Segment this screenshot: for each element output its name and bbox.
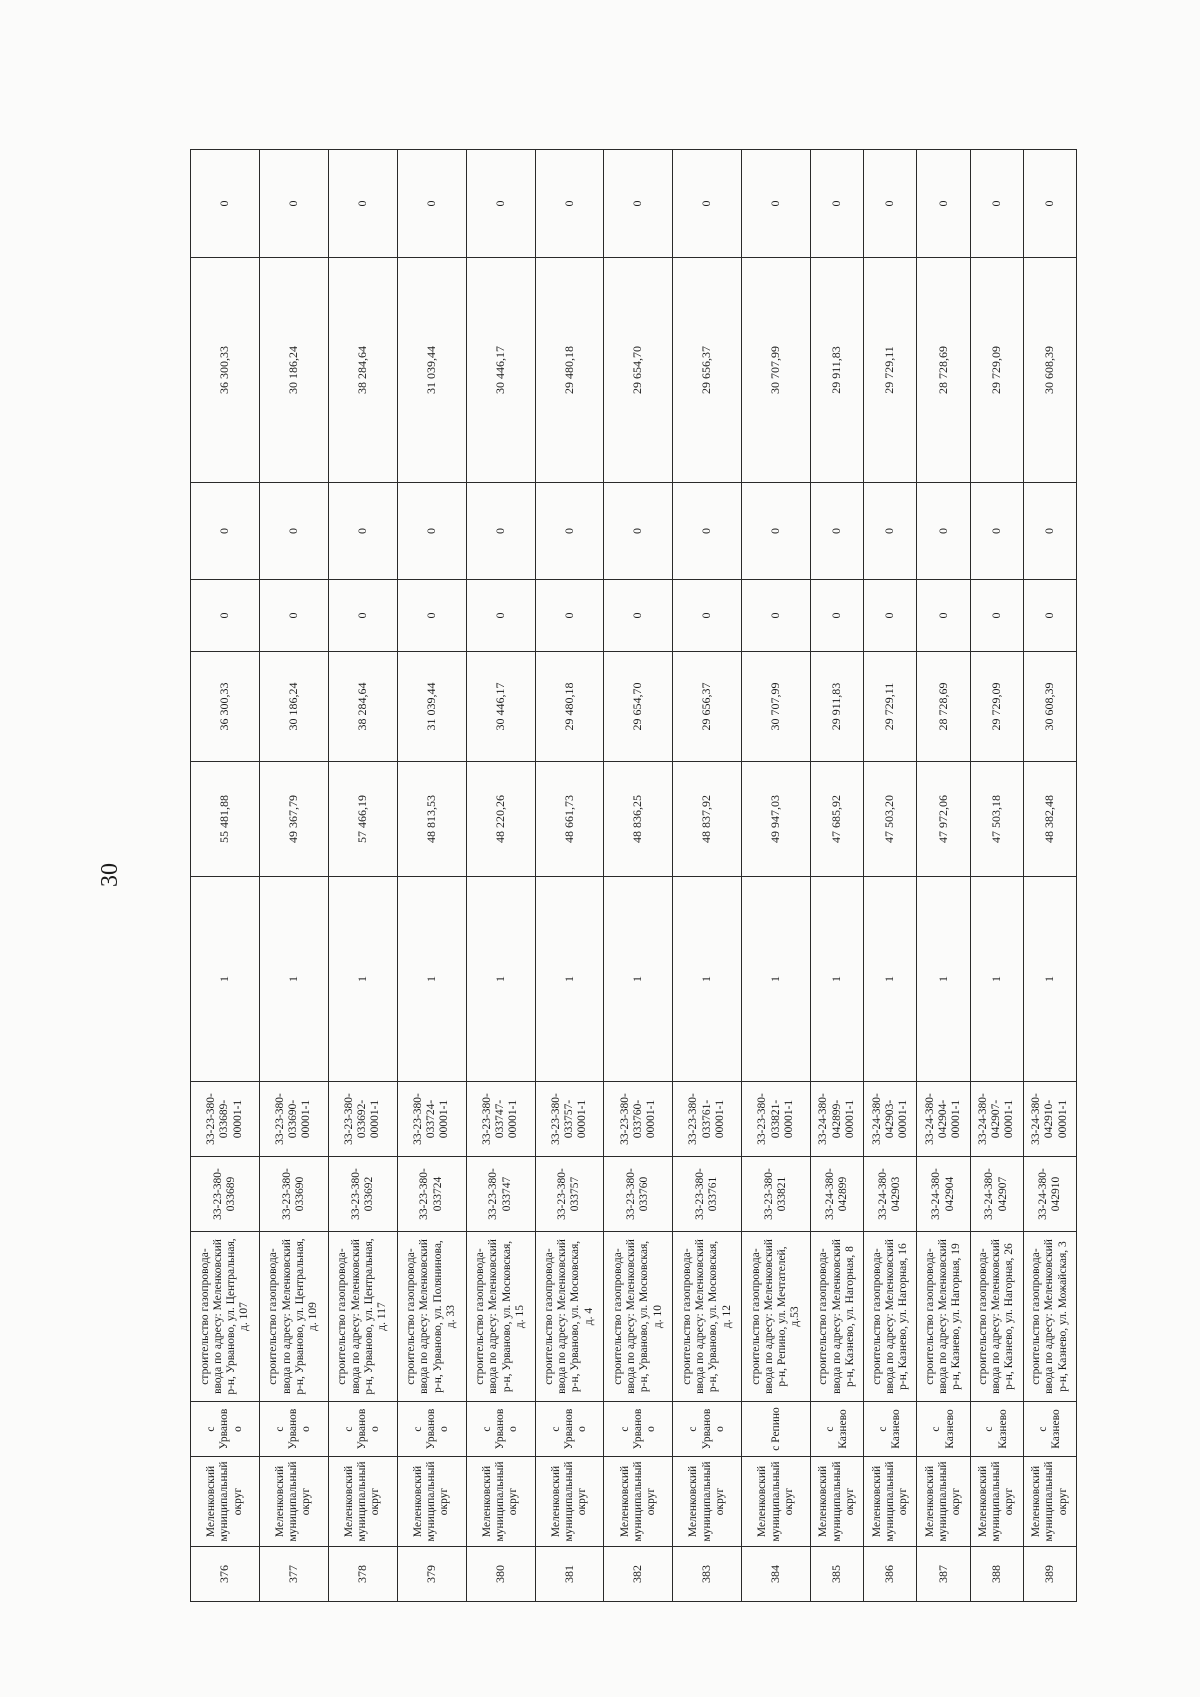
row-number-cell: 378: [328, 1547, 397, 1602]
cost-cell: 29 654,70: [604, 652, 673, 762]
table-row: [673, 150, 742, 1602]
cost-cell: 29 729,11: [864, 652, 917, 762]
zero-value-cell: 0: [191, 580, 260, 652]
cost-cell: 30 707,99: [742, 258, 811, 483]
table-body: [191, 150, 1077, 1602]
district-cell: Меленковский муниципальный округ: [466, 1457, 535, 1547]
object-id-cell: 33-23-380-033690-00001-1: [259, 1082, 328, 1157]
zero-value-cell: 0: [970, 580, 1023, 652]
table-row: [535, 150, 604, 1602]
district-cell: Меленковский муниципальный округ: [917, 1457, 970, 1547]
district-cell: Меленковский муниципальный округ: [328, 1457, 397, 1547]
zero-value-cell: 0: [466, 150, 535, 258]
zero-value-cell: 0: [259, 580, 328, 652]
gas-connection-table-wrapper: [190, 150, 1077, 1602]
quantity-cell: 1: [397, 877, 466, 1082]
cost-cell: 30 707,99: [742, 652, 811, 762]
row-number-cell: 389: [1023, 1547, 1076, 1602]
zero-value-cell: 0: [811, 483, 864, 580]
zero-value-cell: 0: [604, 150, 673, 258]
quantity-cell: 1: [191, 877, 260, 1082]
quantity-cell: 1: [328, 877, 397, 1082]
cost-cell: 29 911,83: [811, 652, 864, 762]
object-code-cell: 33-23-380-033757: [535, 1157, 604, 1232]
total-cost-cell: 48 836,25: [604, 762, 673, 877]
table-row: [970, 150, 1023, 1602]
quantity-cell: 1: [1023, 877, 1076, 1082]
locality-cell: с Урванов о: [604, 1402, 673, 1457]
cost-cell: 30 446,17: [466, 258, 535, 483]
object-id-cell: 33-24-380-042899-00001-1: [811, 1082, 864, 1157]
locality-cell: с Урванов о: [191, 1402, 260, 1457]
district-cell: Меленковский муниципальный округ: [864, 1457, 917, 1547]
work-description-cell: строительство газопровода-ввода по адресу: Меленковский р-н, Казнево, ул. Нагорная, 26: [970, 1232, 1023, 1402]
row-number-cell: 383: [673, 1547, 742, 1602]
row-number-cell: 386: [864, 1547, 917, 1602]
zero-value-cell: 0: [397, 580, 466, 652]
total-cost-cell: 48 661,73: [535, 762, 604, 877]
quantity-cell: 1: [742, 877, 811, 1082]
object-code-cell: 33-23-380-033692: [328, 1157, 397, 1232]
zero-value-cell: 0: [328, 150, 397, 258]
district-cell: Меленковский муниципальный округ: [742, 1457, 811, 1547]
cost-cell: 30 608,39: [1023, 258, 1076, 483]
district-cell: Меленковский муниципальный округ: [970, 1457, 1023, 1547]
zero-value-cell: 0: [535, 483, 604, 580]
locality-cell: с Урванов о: [673, 1402, 742, 1457]
zero-value-cell: 0: [1023, 150, 1076, 258]
table-row: [917, 150, 970, 1602]
row-number-cell: 382: [604, 1547, 673, 1602]
row-number-cell: 388: [970, 1547, 1023, 1602]
zero-value-cell: 0: [673, 150, 742, 258]
object-id-cell: 33-24-380-042907-00001-1: [970, 1082, 1023, 1157]
zero-value-cell: 0: [673, 580, 742, 652]
locality-cell: с Казнево: [864, 1402, 917, 1457]
table-row: [604, 150, 673, 1602]
page-number: 30: [97, 863, 123, 887]
district-cell: Меленковский муниципальный округ: [191, 1457, 260, 1547]
cost-cell: 29 656,37: [673, 258, 742, 483]
zero-value-cell: 0: [673, 483, 742, 580]
cost-cell: 29 729,11: [864, 258, 917, 483]
quantity-cell: 1: [535, 877, 604, 1082]
zero-value-cell: 0: [191, 150, 260, 258]
cost-cell: 38 284,64: [328, 652, 397, 762]
district-cell: Меленковский муниципальный округ: [535, 1457, 604, 1547]
zero-value-cell: 0: [864, 580, 917, 652]
zero-value-cell: 0: [535, 150, 604, 258]
row-number-cell: 387: [917, 1547, 970, 1602]
row-number-cell: 380: [466, 1547, 535, 1602]
object-code-cell: 33-23-380-033821: [742, 1157, 811, 1232]
table-row: [864, 150, 917, 1602]
object-code-cell: 33-24-380-042899: [811, 1157, 864, 1232]
work-description-cell: строительство газопровода-ввода по адресу: Меленковский р-н, Казнево, ул. Нагорная, 19: [917, 1232, 970, 1402]
cost-cell: 30 186,24: [259, 258, 328, 483]
cost-cell: 29 480,18: [535, 652, 604, 762]
object-id-cell: 33-23-380-033757-00001-1: [535, 1082, 604, 1157]
locality-cell: с Урванов о: [328, 1402, 397, 1457]
locality-cell: с Казнево: [1023, 1402, 1076, 1457]
work-description-cell: строительство газопровода-ввода по адресу: Меленковский р-н, Урваново, ул. Московская, д. 10: [604, 1232, 673, 1402]
zero-value-cell: 0: [917, 580, 970, 652]
zero-value-cell: 0: [328, 483, 397, 580]
object-code-cell: 33-23-380-033724: [397, 1157, 466, 1232]
zero-value-cell: 0: [604, 580, 673, 652]
object-id-cell: 33-24-380-042903-00001-1: [864, 1082, 917, 1157]
object-id-cell: 33-23-380-033747-00001-1: [466, 1082, 535, 1157]
district-cell: Меленковский муниципальный округ: [604, 1457, 673, 1547]
cost-cell: 36 300,33: [191, 258, 260, 483]
cost-cell: 29 656,37: [673, 652, 742, 762]
zero-value-cell: 0: [1023, 483, 1076, 580]
cost-cell: 30 186,24: [259, 652, 328, 762]
zero-value-cell: 0: [466, 580, 535, 652]
cost-cell: 29 729,09: [970, 652, 1023, 762]
cost-cell: 29 480,18: [535, 258, 604, 483]
object-id-cell: 33-23-380-033821-00001-1: [742, 1082, 811, 1157]
zero-value-cell: 0: [191, 483, 260, 580]
zero-value-cell: 0: [864, 483, 917, 580]
work-description-cell: строительство газопровода-ввода по адресу: Меленковский р-н, Урваново, ул. Московская, д. 4: [535, 1232, 604, 1402]
cost-cell: 31 039,44: [397, 652, 466, 762]
work-description-cell: строительство газопровода-ввода по адресу: Меленковский р-н, Урваново, ул. Центральная, д. 109: [259, 1232, 328, 1402]
zero-value-cell: 0: [328, 580, 397, 652]
object-id-cell: 33-24-380-042910-00001-1: [1023, 1082, 1076, 1157]
table-row: [397, 150, 466, 1602]
row-number-cell: 376: [191, 1547, 260, 1602]
object-code-cell: 33-23-380-033760: [604, 1157, 673, 1232]
locality-cell: с Урванов о: [466, 1402, 535, 1457]
object-code-cell: 33-24-380-042903: [864, 1157, 917, 1232]
cost-cell: 36 300,33: [191, 652, 260, 762]
object-id-cell: 33-23-380-033692-00001-1: [328, 1082, 397, 1157]
object-code-cell: 33-23-380-033761: [673, 1157, 742, 1232]
zero-value-cell: 0: [397, 483, 466, 580]
zero-value-cell: 0: [811, 150, 864, 258]
object-code-cell: 33-24-380-042904: [917, 1157, 970, 1232]
work-description-cell: строительство газопровода-ввода по адресу: Меленковский р-н, Урваново, ул. Центральная, д. 117: [328, 1232, 397, 1402]
total-cost-cell: 48 220,26: [466, 762, 535, 877]
row-number-cell: 379: [397, 1547, 466, 1602]
table-row: [1023, 150, 1076, 1602]
object-id-cell: 33-23-380-033761-00001-1: [673, 1082, 742, 1157]
object-id-cell: 33-24-380-042904-00001-1: [917, 1082, 970, 1157]
cost-cell: 29 911,83: [811, 258, 864, 483]
cost-cell: 30 608,39: [1023, 652, 1076, 762]
work-description-cell: строительство газопровода-ввода по адресу: Меленковский р-н, Урваново, ул. Центральная, д. 107: [191, 1232, 260, 1402]
quantity-cell: 1: [466, 877, 535, 1082]
row-number-cell: 377: [259, 1547, 328, 1602]
locality-cell: с Репино: [742, 1402, 811, 1457]
cost-cell: 38 284,64: [328, 258, 397, 483]
total-cost-cell: 49 947,03: [742, 762, 811, 877]
total-cost-cell: 48 813,53: [397, 762, 466, 877]
cost-cell: 28 728,69: [917, 652, 970, 762]
table-row: [191, 150, 260, 1602]
cost-cell: 29 729,09: [970, 258, 1023, 483]
zero-value-cell: 0: [742, 483, 811, 580]
total-cost-cell: 47 503,18: [970, 762, 1023, 877]
quantity-cell: 1: [811, 877, 864, 1082]
total-cost-cell: 47 972,06: [917, 762, 970, 877]
quantity-cell: 1: [604, 877, 673, 1082]
zero-value-cell: 0: [466, 483, 535, 580]
total-cost-cell: 47 685,92: [811, 762, 864, 877]
zero-value-cell: 0: [1023, 580, 1076, 652]
quantity-cell: 1: [917, 877, 970, 1082]
cost-cell: 31 039,44: [397, 258, 466, 483]
district-cell: Меленковский муниципальный округ: [259, 1457, 328, 1547]
total-cost-cell: 48 382,48: [1023, 762, 1076, 877]
object-code-cell: 33-23-380-033747: [466, 1157, 535, 1232]
total-cost-cell: 49 367,79: [259, 762, 328, 877]
zero-value-cell: 0: [397, 150, 466, 258]
work-description-cell: строительство газопровода-ввода по адресу: Меленковский р-н, Урваново, ул. Московская, д. 12: [673, 1232, 742, 1402]
district-cell: Меленковский муниципальный округ: [811, 1457, 864, 1547]
row-number-cell: 381: [535, 1547, 604, 1602]
zero-value-cell: 0: [535, 580, 604, 652]
gas-connection-table: [190, 149, 1077, 1602]
total-cost-cell: 47 503,20: [864, 762, 917, 877]
zero-value-cell: 0: [970, 483, 1023, 580]
object-id-cell: 33-23-380-033724-00001-1: [397, 1082, 466, 1157]
object-code-cell: 33-23-380-033690: [259, 1157, 328, 1232]
table-row: [466, 150, 535, 1602]
table-row: [811, 150, 864, 1602]
zero-value-cell: 0: [970, 150, 1023, 258]
total-cost-cell: 55 481,88: [191, 762, 260, 877]
locality-cell: с Урванов о: [397, 1402, 466, 1457]
work-description-cell: строительство газопровода-ввода по адресу: Меленковский р-н, Урваново, ул. Московская, д. 15: [466, 1232, 535, 1402]
cost-cell: 28 728,69: [917, 258, 970, 483]
zero-value-cell: 0: [742, 150, 811, 258]
zero-value-cell: 0: [917, 150, 970, 258]
work-description-cell: строительство газопровода-ввода по адресу: Меленковский р-н, Репино, ул. Мечтателей, д.53: [742, 1232, 811, 1402]
zero-value-cell: 0: [604, 483, 673, 580]
district-cell: Меленковский муниципальный округ: [1023, 1457, 1076, 1547]
work-description-cell: строительство газопровода-ввода по адресу: Меленковский р-н, Казнево, ул. Можайская, 3: [1023, 1232, 1076, 1402]
locality-cell: с Казнево: [970, 1402, 1023, 1457]
table-row: [328, 150, 397, 1602]
object-code-cell: 33-24-380-042907: [970, 1157, 1023, 1232]
zero-value-cell: 0: [259, 483, 328, 580]
quantity-cell: 1: [259, 877, 328, 1082]
table-row: [742, 150, 811, 1602]
zero-value-cell: 0: [864, 150, 917, 258]
district-cell: Меленковский муниципальный округ: [673, 1457, 742, 1547]
object-id-cell: 33-23-380-033760-00001-1: [604, 1082, 673, 1157]
work-description-cell: строительство газопровода-ввода по адресу: Меленковский р-н, Казнево, ул. Нагорная, 16: [864, 1232, 917, 1402]
zero-value-cell: 0: [811, 580, 864, 652]
quantity-cell: 1: [864, 877, 917, 1082]
quantity-cell: 1: [673, 877, 742, 1082]
row-number-cell: 385: [811, 1547, 864, 1602]
cost-cell: 30 446,17: [466, 652, 535, 762]
object-id-cell: 33-23-380-033689-00001-1: [191, 1082, 260, 1157]
row-number-cell: 384: [742, 1547, 811, 1602]
table-row: [259, 150, 328, 1602]
locality-cell: с Урванов о: [535, 1402, 604, 1457]
total-cost-cell: 48 837,92: [673, 762, 742, 877]
object-code-cell: 33-24-380-042910: [1023, 1157, 1076, 1232]
object-code-cell: 33-23-380-033689: [191, 1157, 260, 1232]
work-description-cell: строительство газопровода-ввода по адресу: Меленковский р-н, Урваново, ул. Полянинова, д. 33: [397, 1232, 466, 1402]
zero-value-cell: 0: [259, 150, 328, 258]
zero-value-cell: 0: [917, 483, 970, 580]
district-cell: Меленковский муниципальный округ: [397, 1457, 466, 1547]
quantity-cell: 1: [970, 877, 1023, 1082]
cost-cell: 29 654,70: [604, 258, 673, 483]
work-description-cell: строительство газопровода-ввода по адресу: Меленковский р-н, Казнево, ул. Нагорная, 8: [811, 1232, 864, 1402]
total-cost-cell: 57 466,19: [328, 762, 397, 877]
locality-cell: с Казнево: [917, 1402, 970, 1457]
locality-cell: с Казнево: [811, 1402, 864, 1457]
locality-cell: с Урванов о: [259, 1402, 328, 1457]
zero-value-cell: 0: [742, 580, 811, 652]
